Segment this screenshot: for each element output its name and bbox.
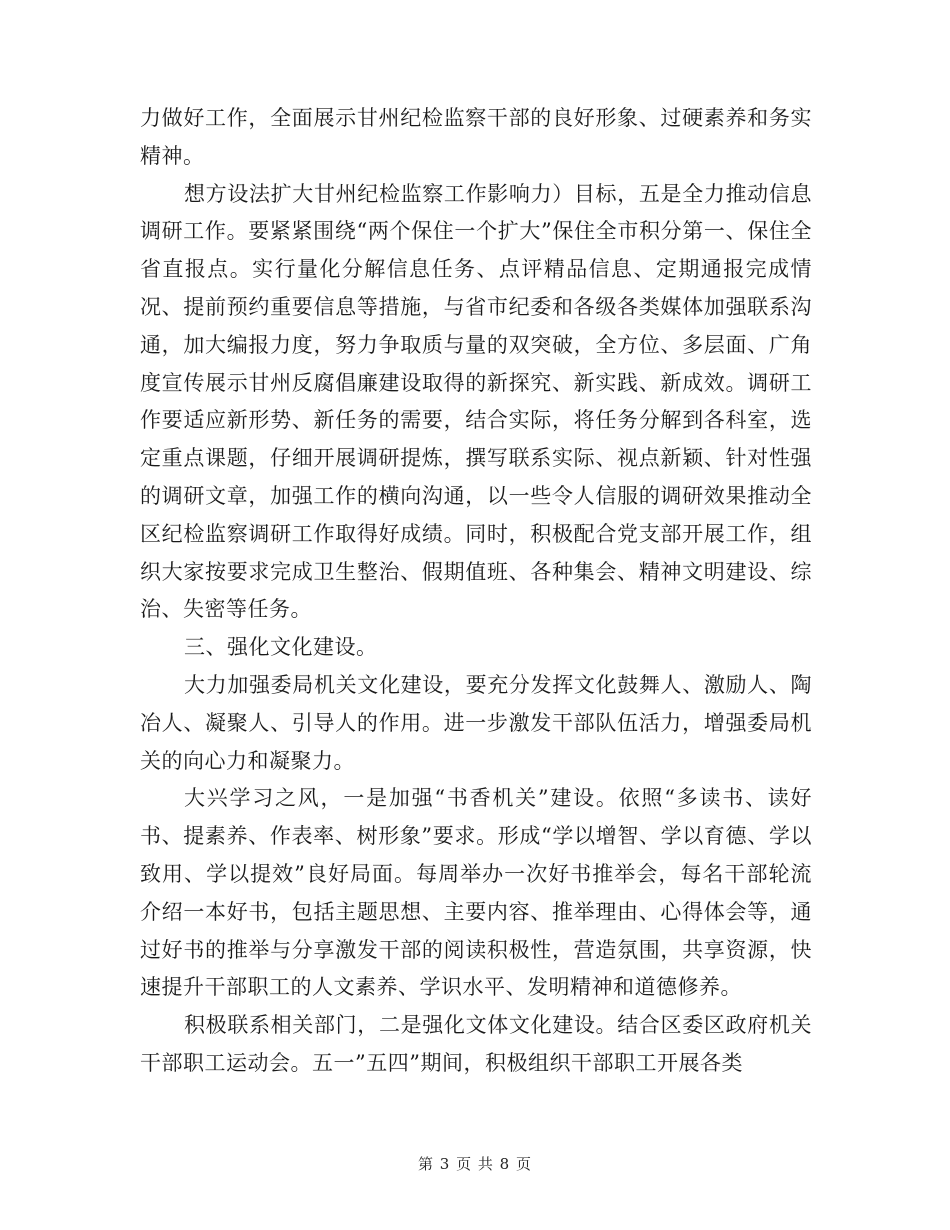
paragraph-continuation: 力做好工作，全面展示甘州纪检监察干部的良好形象、过硬素养和务实精神。 — [140, 106, 812, 168]
paragraph-info-research: 想方设法扩大甘州纪检监察工作影响力）目标，五是全力推动信息调研工作。要紧紧围绕“两个保住一个扩大”保住全市积分第一、保住全省直报点。实行量化分解信息任务、点评精品信息、定期通报完成情况、提前预约重要信息等措施，与省市纪委和各级各类媒体加强联系沟通，加大编报力度，努力争取质与量的双突破，全方位、多层面、广角度宣传展示甘州反腐倡廉建设取得的新探究、新实践、新成效。调研工作要适应新形势、新任务的需要，结合实际，将任务分解到各科室，选定重点课题，仔细开展调研提炼，撰写联系实际、视点新颖、针对性强的调研文章，加强工作的横向沟通，以一些令人信服的调研效果推动全区纪检监察调研工作取得好成绩。同时，积极配合党支部开展工作，组织大家按要求完成卫生整治、假期值班、各种集会、精神文明建设、综治、失密等任务。 — [140, 181, 812, 622]
section-heading-culture: 三、强化文化建设。 — [184, 635, 378, 660]
document-page — [140, 100, 812, 1083]
page-footer: 第 3 页 共 8 页 — [418, 1155, 532, 1173]
paragraph-culture-building: 大力加强委局机关文化建设，要充分发挥文化鼓舞人、激励人、陶冶人、凝聚人、引导人的作用。进一步激发干部队伍活力，增强委局机关的向心力和凝聚力。 — [140, 672, 812, 773]
paragraph-sports-culture: 积极联系相关部门，二是强化文体文化建设。结合区委区政府机关干部职工运动会。五一”五四”期间，积极组织干部职工开展各类 — [140, 1013, 812, 1075]
paragraph-study-culture: 大兴学习之风，一是加强“书香机关”建设。依照“多读书、读好书、提素养、作表率、树形象”要求。形成“学以增智、学以育德、学以致用、学以提效”良好局面。每周举办一次好书推举会，每名干部轮流介绍一本好书，包括主题思想、主要内容、推举理由、心得体会等，通过好书的推举与分享激发干部的阅读积极性，营造氛围，共享资源，快速提升干部职工的人文素养、学识水平、发明精神和道德修养。 — [140, 786, 812, 1000]
